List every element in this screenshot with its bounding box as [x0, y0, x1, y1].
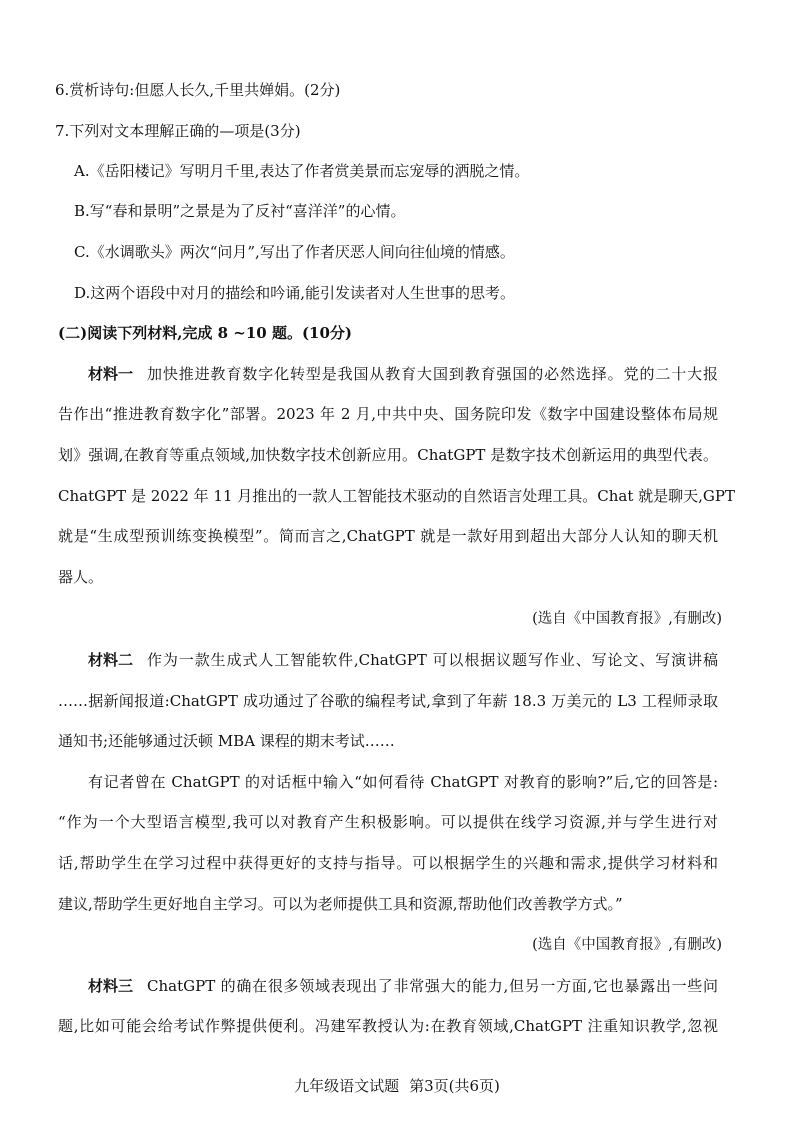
material-1-line-6: 器人。 [58, 568, 104, 586]
material-2-para2-line-4: 建议,帮助学生更好地自主学习。可以为老师提供工具和资源,帮助他们改善教学方式。” [58, 895, 623, 913]
question-7-option-d: D.这两个语段中对月的描绘和吟诵,能引发读者对人生世事的思考。 [74, 284, 516, 302]
material-3-line-2: 题,比如可能会给考试作弊提供便利。冯建军教授认为:在教育领域,ChatGPT 注重知识教学,忽视 [58, 1017, 718, 1035]
footer-page-number: 第3页(共6页) [409, 1077, 500, 1095]
question-7-option-c: C.《水调歌头》两次“问月”,写出了作者厌恶人间向往仙境的情感。 [74, 243, 515, 261]
question-6: 6.赏析诗句:但愿人长久,千里共婵娟。(2分) [55, 81, 341, 99]
material-2-first-line [88, 650, 718, 670]
material-2-line-3: 通知书;还能够通过沃顿 MBA 课程的期末考试…… [58, 732, 395, 750]
material-3-first-line [88, 976, 718, 996]
material-2-para2-line-3: 话,帮助学生在学习过程中获得更好的支持与指导。可以根据学生的兴趣和需求,提供学习材料和 [58, 854, 718, 872]
material-1-source: (选自《中国教育报》,有删改) [532, 611, 722, 627]
material-1-line-1: 加快推进教育数字化转型是我国从教育大国到教育强国的必然选择。党的二十大报 [147, 365, 718, 383]
page-footer [0, 1075, 794, 1096]
material-1-line-5: 就是“生成型预训练变换模型”。简而言之,ChatGPT 就是一款好用到超出大部分人认知的聊天机 [58, 527, 718, 545]
material-2-source: (选自《中国教育报》,有删改) [532, 937, 722, 953]
material-3-label: 材料三 [88, 977, 134, 995]
material-2-para2-line-1: 有记者曾在 ChatGPT 的对话框中输入“如何看待 ChatGPT 对教育的影响?”后,它的回答是: [88, 773, 718, 791]
material-2-line-1: 作为一款生成式人工智能软件,ChatGPT 可以根据议题写作业、写论文、写演讲稿 [147, 651, 718, 669]
material-1-line-3: 划》强调,在教育等重点领域,加快数字技术创新应用。ChatGPT 是数字技术创新运用的典型代表。 [58, 446, 718, 464]
material-1-first-line [88, 364, 718, 384]
footer-subject: 九年级语文试题 [294, 1077, 400, 1095]
section-2-heading: (二)阅读下列材料,完成 8 ~10 题。(10分) [58, 324, 353, 342]
material-3-line-1: ChatGPT 的确在很多领域表现出了非常强大的能力,但另一方面,它也暴露出一些问 [147, 977, 718, 995]
material-2-line-2: ……据新闻报道:ChatGPT 成功通过了谷歌的编程考试,拿到了年薪 18.3 万美元的 L3 工程师录取 [58, 692, 718, 710]
question-7-stem: 7.下列对文本理解正确的—项是(3分) [55, 122, 301, 140]
material-2-label: 材料二 [88, 651, 134, 669]
material-2-para2-line-2: “作为一个大型语言模型,我可以对教育产生积极影响。可以提供在线学习资源,并与学生进行对 [58, 813, 718, 831]
question-7-option-b: B.写“春和景明”之景是为了反衬“喜洋洋”的心情。 [74, 202, 406, 220]
material-1-line-2: 告作出“推进教育数字化”部署。2023 年 2 月,中共中央、国务院印发《数字中国建设整体布局规 [58, 405, 718, 423]
material-1-line-4: ChatGPT 是 2022 年 11 月推出的一款人工智能技术驱动的自然语言处理工具。Chat 就是聊天,GPT [58, 487, 736, 505]
question-7-option-a: A.《岳阳楼记》写明月千里,表达了作者赏美景而忘宠辱的洒脱之情。 [74, 162, 530, 180]
material-1-label: 材料一 [88, 365, 134, 383]
